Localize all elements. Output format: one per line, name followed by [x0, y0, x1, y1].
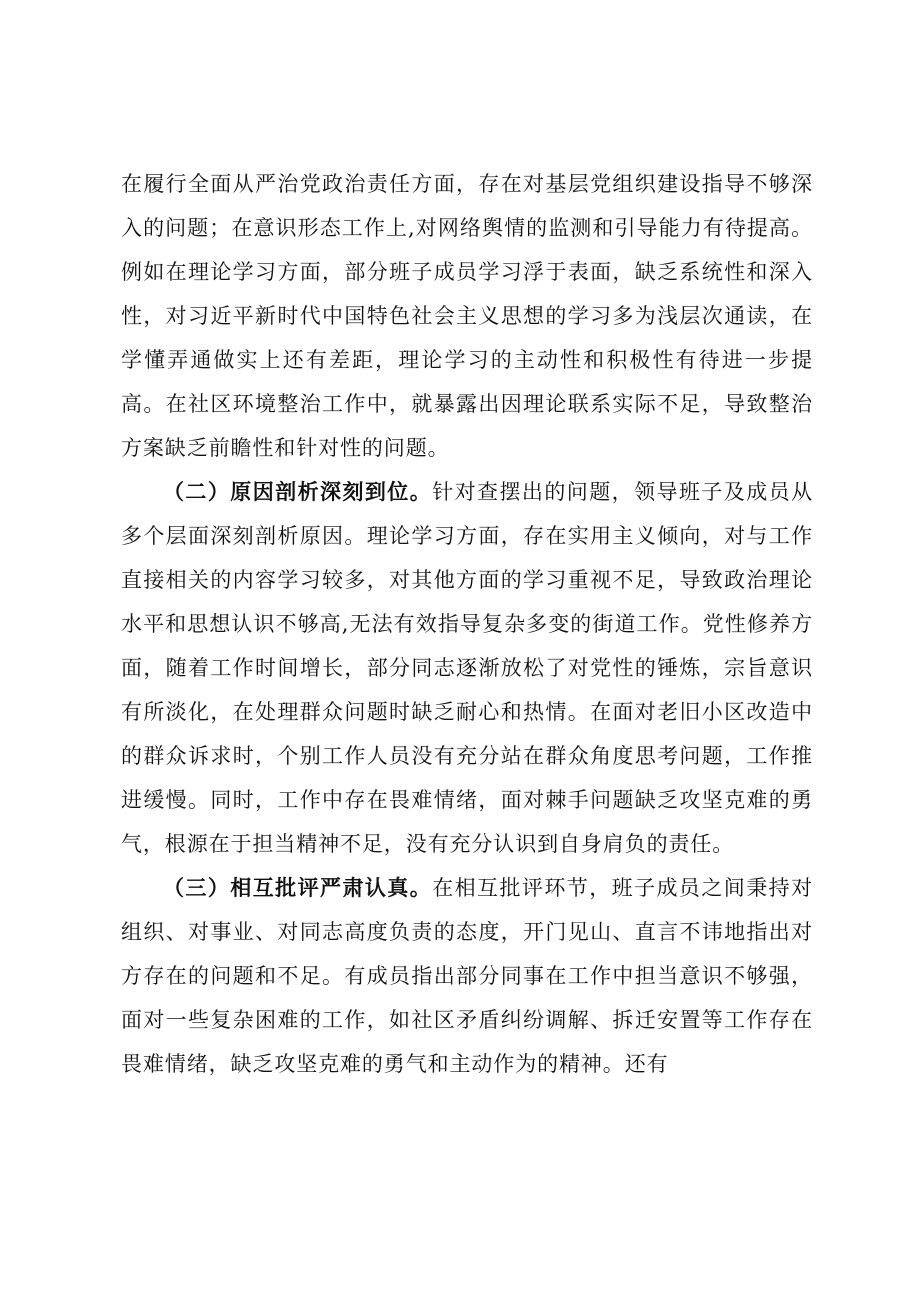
paragraph-2: [121, 470, 813, 866]
paragraph-2-text: 针对查摆出的问题，领导班子及成员从多个层面深刻剖析原因。理论学习方面，存在实用主义倾向，对与工作直接相关的内容学习较多，对其他方面的学习重视不足，导致政治理论水平和思想认识不够高,无法有效指导复杂多变的街道工作。党性修养方面，随着工作时间增长，部分同志逐渐放松了对党性的锤炼，宗旨意识有所淡化，在处理群众问题时缺乏耐心和热情。在面对老旧小区改造中的群众诉求时，个别工作人员没有充分站在群众角度思考问题，工作推进缓慢。同时，工作中存在畏难情绪，面对棘手问题缺乏攻坚克难的勇气，根源在于担当精神不足，没有充分认识到自身肩负的责任。: [121, 480, 813, 856]
paragraph-1-text: 在履行全面从严治党政治责任方面，存在对基层党组织建设指导不够深入的问题；在意识形态工作上,对网络舆情的监测和引导能力有待提高。例如在理论学习方面，部分班子成员学习浮于表面，缺乏系统性和深入性，对习近平新时代中国特色社会主义思想的学习多为浅层次通读，在学懂弄通做实上还有差距，理论学习的主动性和积极性有待进一步提高。在社区环境整治工作中，就暴露出因理论联系实际不足，导致整治方案缺乏前瞻性和针对性的问题。: [121, 172, 813, 460]
paragraph-1: [121, 162, 813, 470]
section-heading-3: （三）相互批评严肃认真。: [163, 875, 433, 900]
paragraph-3: [121, 866, 813, 1086]
section-heading-2: （二）原因剖析深刻到位。: [163, 479, 433, 504]
document-body: [121, 162, 813, 1086]
paragraph-3-text: 在相互批评环节，班子成员之间秉持对组织、对事业、对同志高度负责的态度，开门见山、直言不讳地指出对方存在的问题和不足。有成员指出部分同事在工作中担当意识不够强，面对一些复杂困难的工作，如社区矛盾纠纷调解、拆迁安置等工作存在畏难情绪，缺乏攻坚克难的勇气和主动作为的精神。还有: [121, 876, 813, 1076]
